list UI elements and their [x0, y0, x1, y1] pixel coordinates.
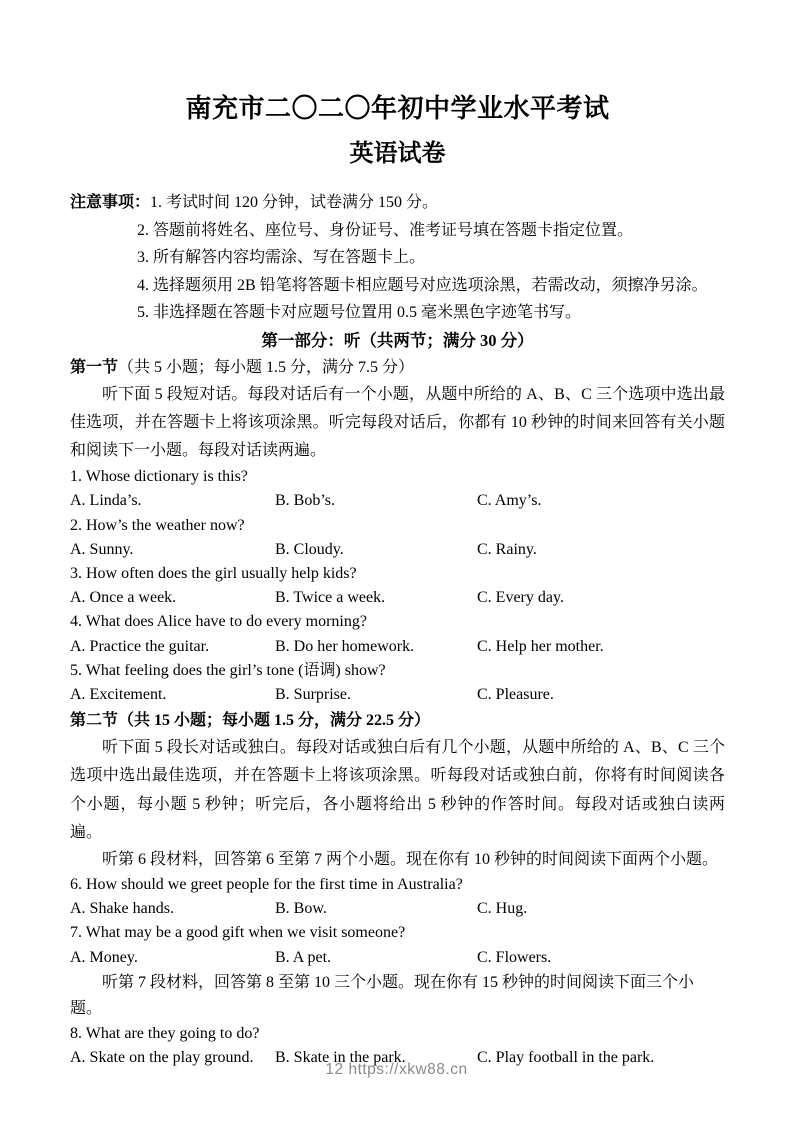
section1-title	[70, 354, 725, 381]
page-footer	[0, 1059, 793, 1081]
question-1-options	[70, 489, 725, 513]
question-4-option-a: A. Practice the guitar.	[70, 637, 210, 655]
notice-item-text: 1. 考试时间 120 分钟，试卷满分 150 分。	[150, 194, 439, 211]
question-7-option-c: C. Flowers.	[477, 948, 552, 966]
question-8-option-b: B. Skate in the park.	[275, 1048, 406, 1066]
question-7-option-b: B. A pet.	[275, 948, 332, 966]
question-block-4	[70, 610, 725, 658]
question-6-option-c: C. Hug.	[477, 900, 528, 918]
material6-intro: 听第 6 段材料，回答第 6 至第 7 两个小题。现在你有 10 秒钟的时间阅读下面两个小题。	[102, 850, 719, 868]
exam-subtitle: 英语试卷	[349, 141, 446, 167]
section2-title: 第二节（共 15 小题；每小题 1.5 分，满分 22.5 分）	[70, 712, 431, 730]
notice-item: 3. 所有解答内容均需涂、写在答题卡上。	[137, 249, 426, 266]
question-1: 1. Whose dictionary is this?	[70, 468, 248, 486]
question-2-option-a: A. Sunny.	[70, 540, 134, 558]
question-1-option-b: B. Bob’s.	[275, 492, 336, 510]
exam-title: 南充市二〇二〇年初中学业水平考试	[185, 94, 610, 123]
question-3-option-c: C. Every day.	[477, 589, 564, 607]
question-2-option-c: C. Rainy.	[477, 540, 537, 558]
question-3-option-a: A. Once a week.	[70, 589, 177, 607]
part1-heading: 第一部分：听（共两节；满分 30 分）	[261, 330, 534, 350]
question-7-option-a: A. Money.	[70, 948, 138, 966]
question-5-option-c: C. Pleasure.	[477, 685, 554, 703]
question-4-option-b: B. Do her homework.	[275, 637, 415, 655]
notice-item: 4. 选择题须用 2B 铅笔将答题卡相应题号对应选项涂黑，若需改动，须擦净另涂。	[137, 276, 708, 294]
question-2-option-b: B. Cloudy.	[275, 540, 344, 558]
watermark-url: https://xkw88.cn	[348, 1061, 468, 1078]
question-block-1	[70, 465, 725, 513]
question-4: 4. What does Alice have to do every morning?	[70, 613, 367, 631]
question-block-5	[70, 659, 725, 707]
question-8-option-a: A. Skate on the play ground.	[70, 1048, 254, 1066]
notice-section	[70, 189, 725, 327]
question-7-options	[70, 946, 725, 970]
page-number: 12	[325, 1061, 344, 1078]
question-4-options	[70, 635, 725, 659]
question-5: 5. What feeling does the girl’s tone (语调) show?	[70, 661, 386, 679]
question-6-option-b: B. Bow.	[275, 900, 327, 918]
question-block-6	[70, 873, 725, 921]
section1-meta: （共 5 小题；每小题 1.5 分，满分 7.5 分）	[118, 358, 415, 376]
question-5-option-a: A. Excitement.	[70, 685, 167, 703]
question-block-3	[70, 562, 725, 610]
question-7: 7. What may be a good gift when we visit someone?	[70, 924, 406, 942]
question-3-options	[70, 586, 725, 610]
material7-intro: 听第 7 段材料，回答第 8 至第 10 三个小题。现在你有 15 秒钟的时间阅读下面三个小题。	[70, 973, 695, 1017]
question-1-option-a: A. Linda’s.	[70, 492, 142, 510]
question-block-7	[70, 921, 725, 969]
question-6: 6. How should we greet people for the first time in Australia?	[70, 875, 463, 893]
notice-label: 注意事项：	[70, 194, 151, 211]
question-4-option-c: C. Help her mother.	[477, 637, 604, 655]
question-3-option-b: B. Twice a week.	[275, 589, 386, 607]
question-1-option-c: C. Amy’s.	[477, 492, 542, 510]
section1-instructions: 听下面 5 段短对话。每段对话后有一个小题，从题中所给的 A、B、C 三个选项中选出最佳选项，并在答题卡上将该项涂黑。听完每段对话后，你都有 10 秒钟的时间来回答有关小题和阅读下一小题。每段对话读两遍。	[70, 385, 725, 459]
question-8: 8. What are they going to do?	[70, 1024, 260, 1042]
question-2-options	[70, 538, 725, 562]
question-5-options	[70, 683, 725, 707]
question-5-option-b: B. Surprise.	[275, 685, 351, 703]
question-6-options	[70, 897, 725, 921]
question-8-option-c: C. Play football in the park.	[477, 1048, 655, 1066]
question-block-2	[70, 514, 725, 562]
question-3: 3. How often does the girl usually help kids?	[70, 564, 357, 582]
section2-instructions: 听下面 5 段长对话或独白。每段对话或独白后有几个小题，从题中所给的 A、B、C 三个选项中选出最佳选项，并在答题卡上将该项涂黑。听每段对话或独白前，你将有时间阅读各个小题，每小题 5 秒钟；听完后，各小题将给出 5 秒钟的作答时间。每段对话或独白读两遍。	[70, 739, 725, 841]
notice-item	[70, 189, 725, 217]
question-6-option-a: A. Shake hands.	[70, 900, 174, 918]
section1-name: 第一节	[70, 358, 119, 376]
notice-item: 5. 非选择题在答题卡对应题号位置用 0.5 毫米黑色字迹笔书写。	[137, 304, 582, 321]
question-2: 2. How’s the weather now?	[70, 516, 245, 534]
notice-item: 2. 答题前将姓名、座位号、身份证号、准考证号填在答题卡指定位置。	[137, 221, 634, 239]
